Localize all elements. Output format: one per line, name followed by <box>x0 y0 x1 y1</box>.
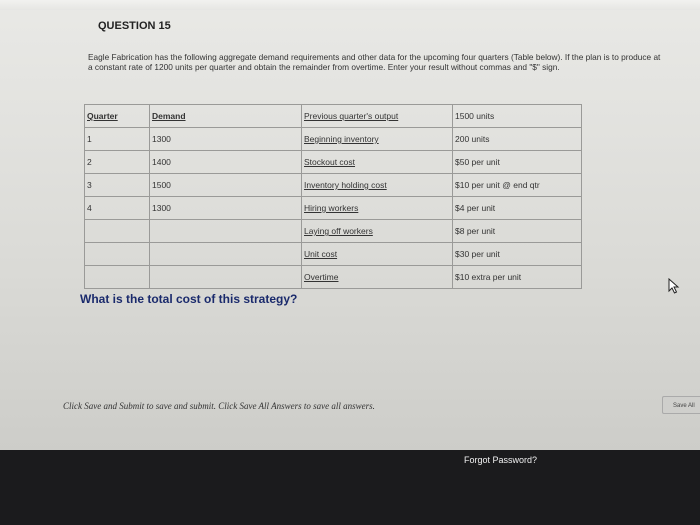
save-all-button[interactable]: Save All <box>662 396 700 414</box>
cell-demand: 1300 <box>150 128 302 151</box>
cell-item: Hiring workers <box>302 197 453 220</box>
question-prompt: What is the total cost of this strategy? <box>80 292 298 306</box>
cell-demand: 1400 <box>150 151 302 174</box>
cell-demand: 1500 <box>150 174 302 197</box>
cell-quarter: 2 <box>85 151 150 174</box>
cell-value: $4 per unit <box>453 197 582 220</box>
question-title: QUESTION 15 <box>98 20 171 32</box>
cell-value: $50 per unit <box>453 151 582 174</box>
table-row <box>85 197 582 220</box>
cell-quarter <box>85 266 150 289</box>
cell-demand <box>150 266 302 289</box>
cell-item: Unit cost <box>302 243 453 266</box>
cell-value: 200 units <box>453 128 582 151</box>
cell-quarter: 4 <box>85 197 150 220</box>
table-row <box>85 220 582 243</box>
cell-quarter <box>85 243 150 266</box>
cell-quarter <box>85 220 150 243</box>
header-demand: Demand <box>150 105 302 128</box>
table-row <box>85 105 582 128</box>
cell-demand: 1300 <box>150 197 302 220</box>
cell-quarter: 3 <box>85 174 150 197</box>
cell-value: 1500 units <box>453 105 582 128</box>
cell-item: Inventory holding cost <box>302 174 453 197</box>
cell-demand <box>150 243 302 266</box>
page-top-edge <box>0 0 700 10</box>
mouse-cursor-icon <box>667 278 681 294</box>
cell-value: $10 extra per unit <box>453 266 582 289</box>
header-quarter: Quarter <box>85 105 150 128</box>
table-row <box>85 243 582 266</box>
table-row <box>85 128 582 151</box>
cell-item: Overtime <box>302 266 453 289</box>
table-row <box>85 266 582 289</box>
forgot-password-link[interactable]: Forgot Password? <box>464 455 538 465</box>
cell-item: Previous quarter's output <box>302 105 453 128</box>
cell-value: $30 per unit <box>453 243 582 266</box>
data-table <box>84 104 582 289</box>
cell-value: $8 per unit <box>453 220 582 243</box>
cell-item: Laying off workers <box>302 220 453 243</box>
cell-item: Beginning inventory <box>302 128 453 151</box>
cell-item: Stockout cost <box>302 151 453 174</box>
cell-demand <box>150 220 302 243</box>
cell-value: $10 per unit @ end qtr <box>453 174 582 197</box>
table-row <box>85 151 582 174</box>
save-instructions: Click Save and Submit to save and submit. Click Save All Answers to save all answers. <box>63 401 375 411</box>
table-row <box>85 174 582 197</box>
question-text: Eagle Fabrication has the following aggregate demand requirements and other data for the upcoming four quarters (Table below). If the plan is to produce at a constant rate of 1200 units per quarter and obtain the remainder from overtime. Enter your result without commas and "$" sign. <box>88 52 661 72</box>
cell-quarter: 1 <box>85 128 150 151</box>
